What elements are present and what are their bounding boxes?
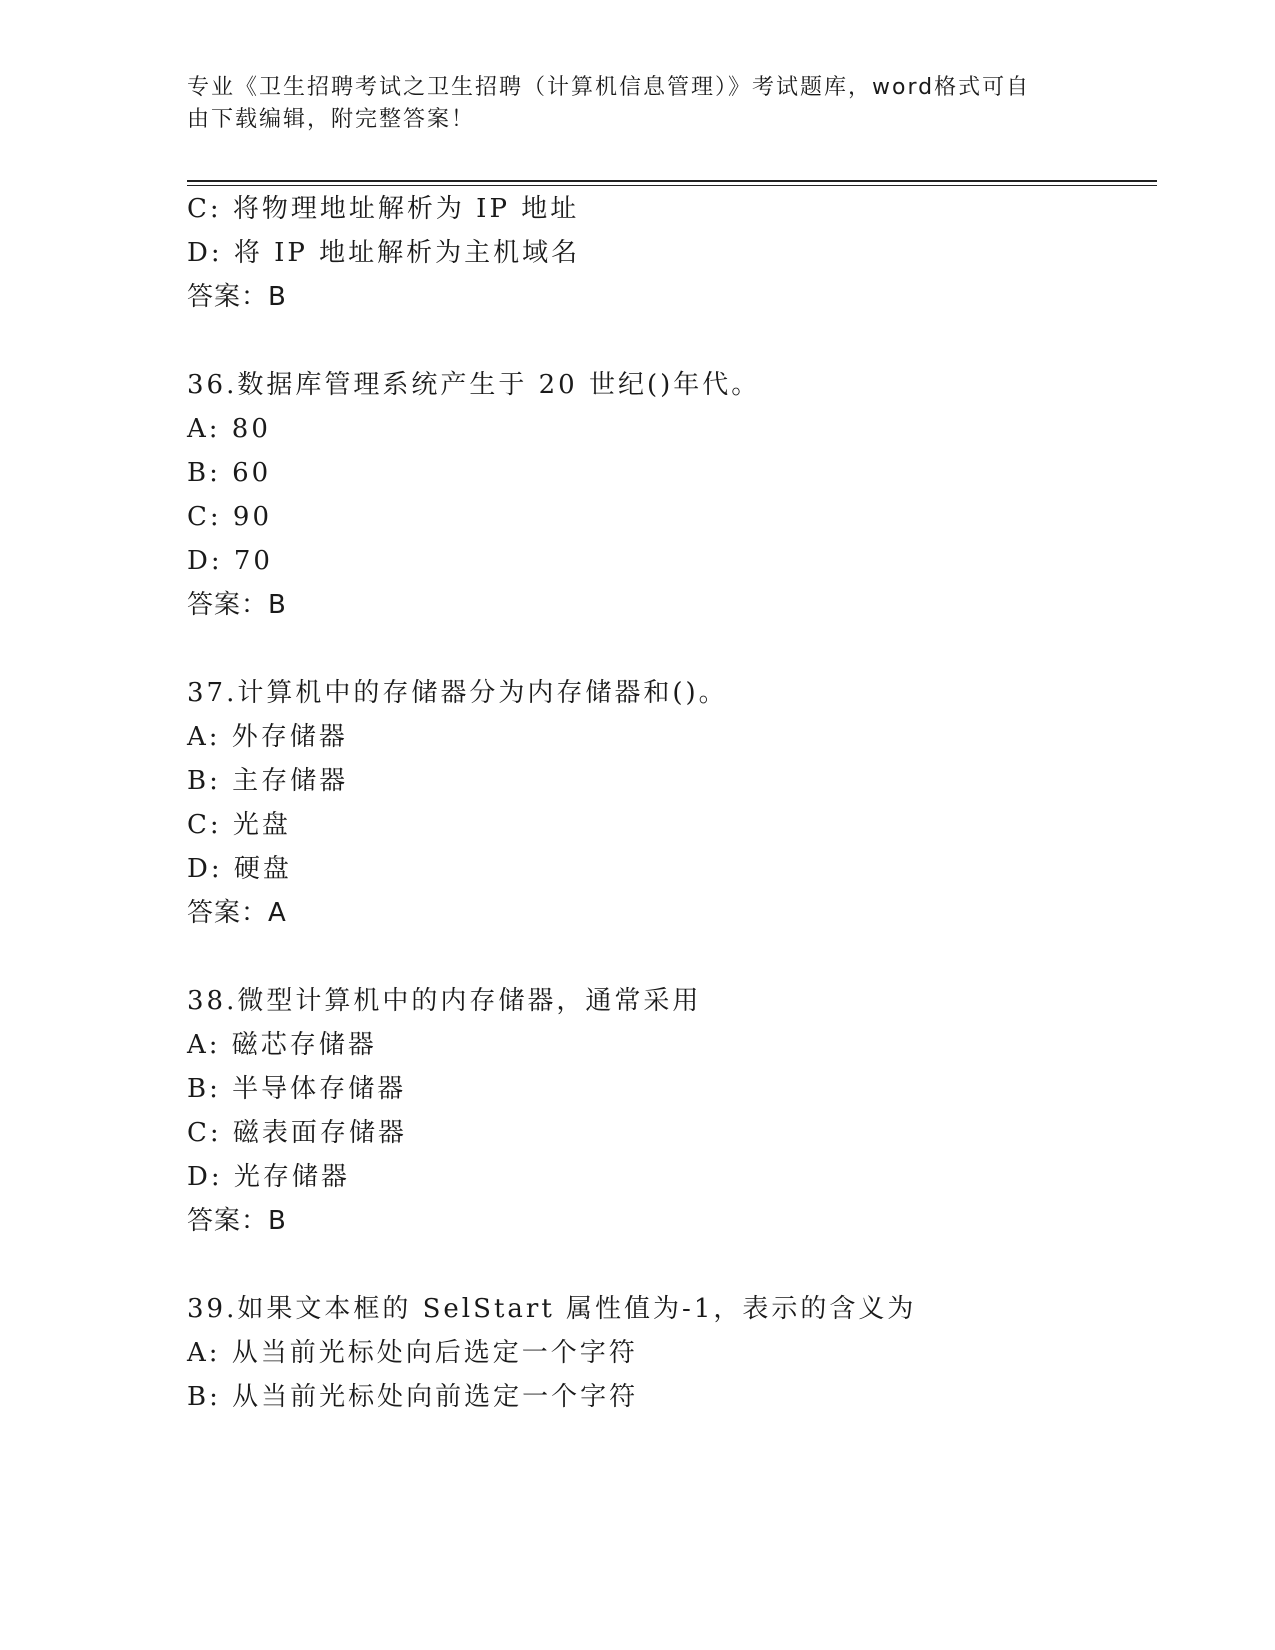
- q36-option-d: D: 70: [187, 546, 273, 576]
- prev-answer: 答案：B: [187, 282, 287, 312]
- q38-question: 38.微型计算机中的内存储器，通常采用: [187, 986, 702, 1016]
- prev-option-d: D: 将 IP 地址解析为主机域名: [187, 238, 581, 268]
- q37-option-d: D: 硬盘: [187, 854, 292, 884]
- q38-option-a: A: 磁芯存储器: [187, 1030, 377, 1060]
- q39-option-b: B: 从当前光标处向前选定一个字符: [187, 1382, 639, 1412]
- q36-question: 36.数据库管理系统产生于 20 世纪()年代。: [187, 370, 761, 400]
- prev-option-c: C: 将物理地址解析为 IP 地址: [187, 194, 580, 224]
- header-divider-thick: [187, 180, 1157, 182]
- q37-answer: 答案：A: [187, 898, 287, 928]
- q37-option-b: B: 主存储器: [187, 766, 349, 796]
- q39-question: 39.如果文本框的 SelStart 属性值为-1，表示的含义为: [187, 1294, 917, 1324]
- q38-option-d: D: 光存储器: [187, 1162, 350, 1192]
- q37-question: 37.计算机中的存储器分为内存储器和()。: [187, 678, 728, 708]
- q36-answer: 答案：B: [187, 590, 287, 620]
- q38-option-c: C: 磁表面存储器: [187, 1118, 407, 1148]
- q36-option-a: A: 80: [187, 414, 271, 444]
- q38-option-b: B: 半导体存储器: [187, 1074, 407, 1104]
- q37-option-c: C: 光盘: [187, 810, 291, 840]
- q39-option-a: A: 从当前光标处向后选定一个字符: [187, 1338, 638, 1368]
- header-divider-thin: [187, 185, 1157, 186]
- document-header: [187, 72, 1067, 136]
- header-line-1: 专业《卫生招聘考试之卫生招聘（计算机信息管理）》考试题库，word格式可自: [187, 75, 1031, 100]
- q37-option-a: A: 外存储器: [187, 722, 348, 752]
- header-line-2: 由下载编辑，附完整答案！: [187, 107, 476, 132]
- q36-option-b: B: 60: [187, 458, 272, 488]
- q38-answer: 答案：B: [187, 1206, 287, 1236]
- q36-option-c: C: 90: [187, 502, 273, 532]
